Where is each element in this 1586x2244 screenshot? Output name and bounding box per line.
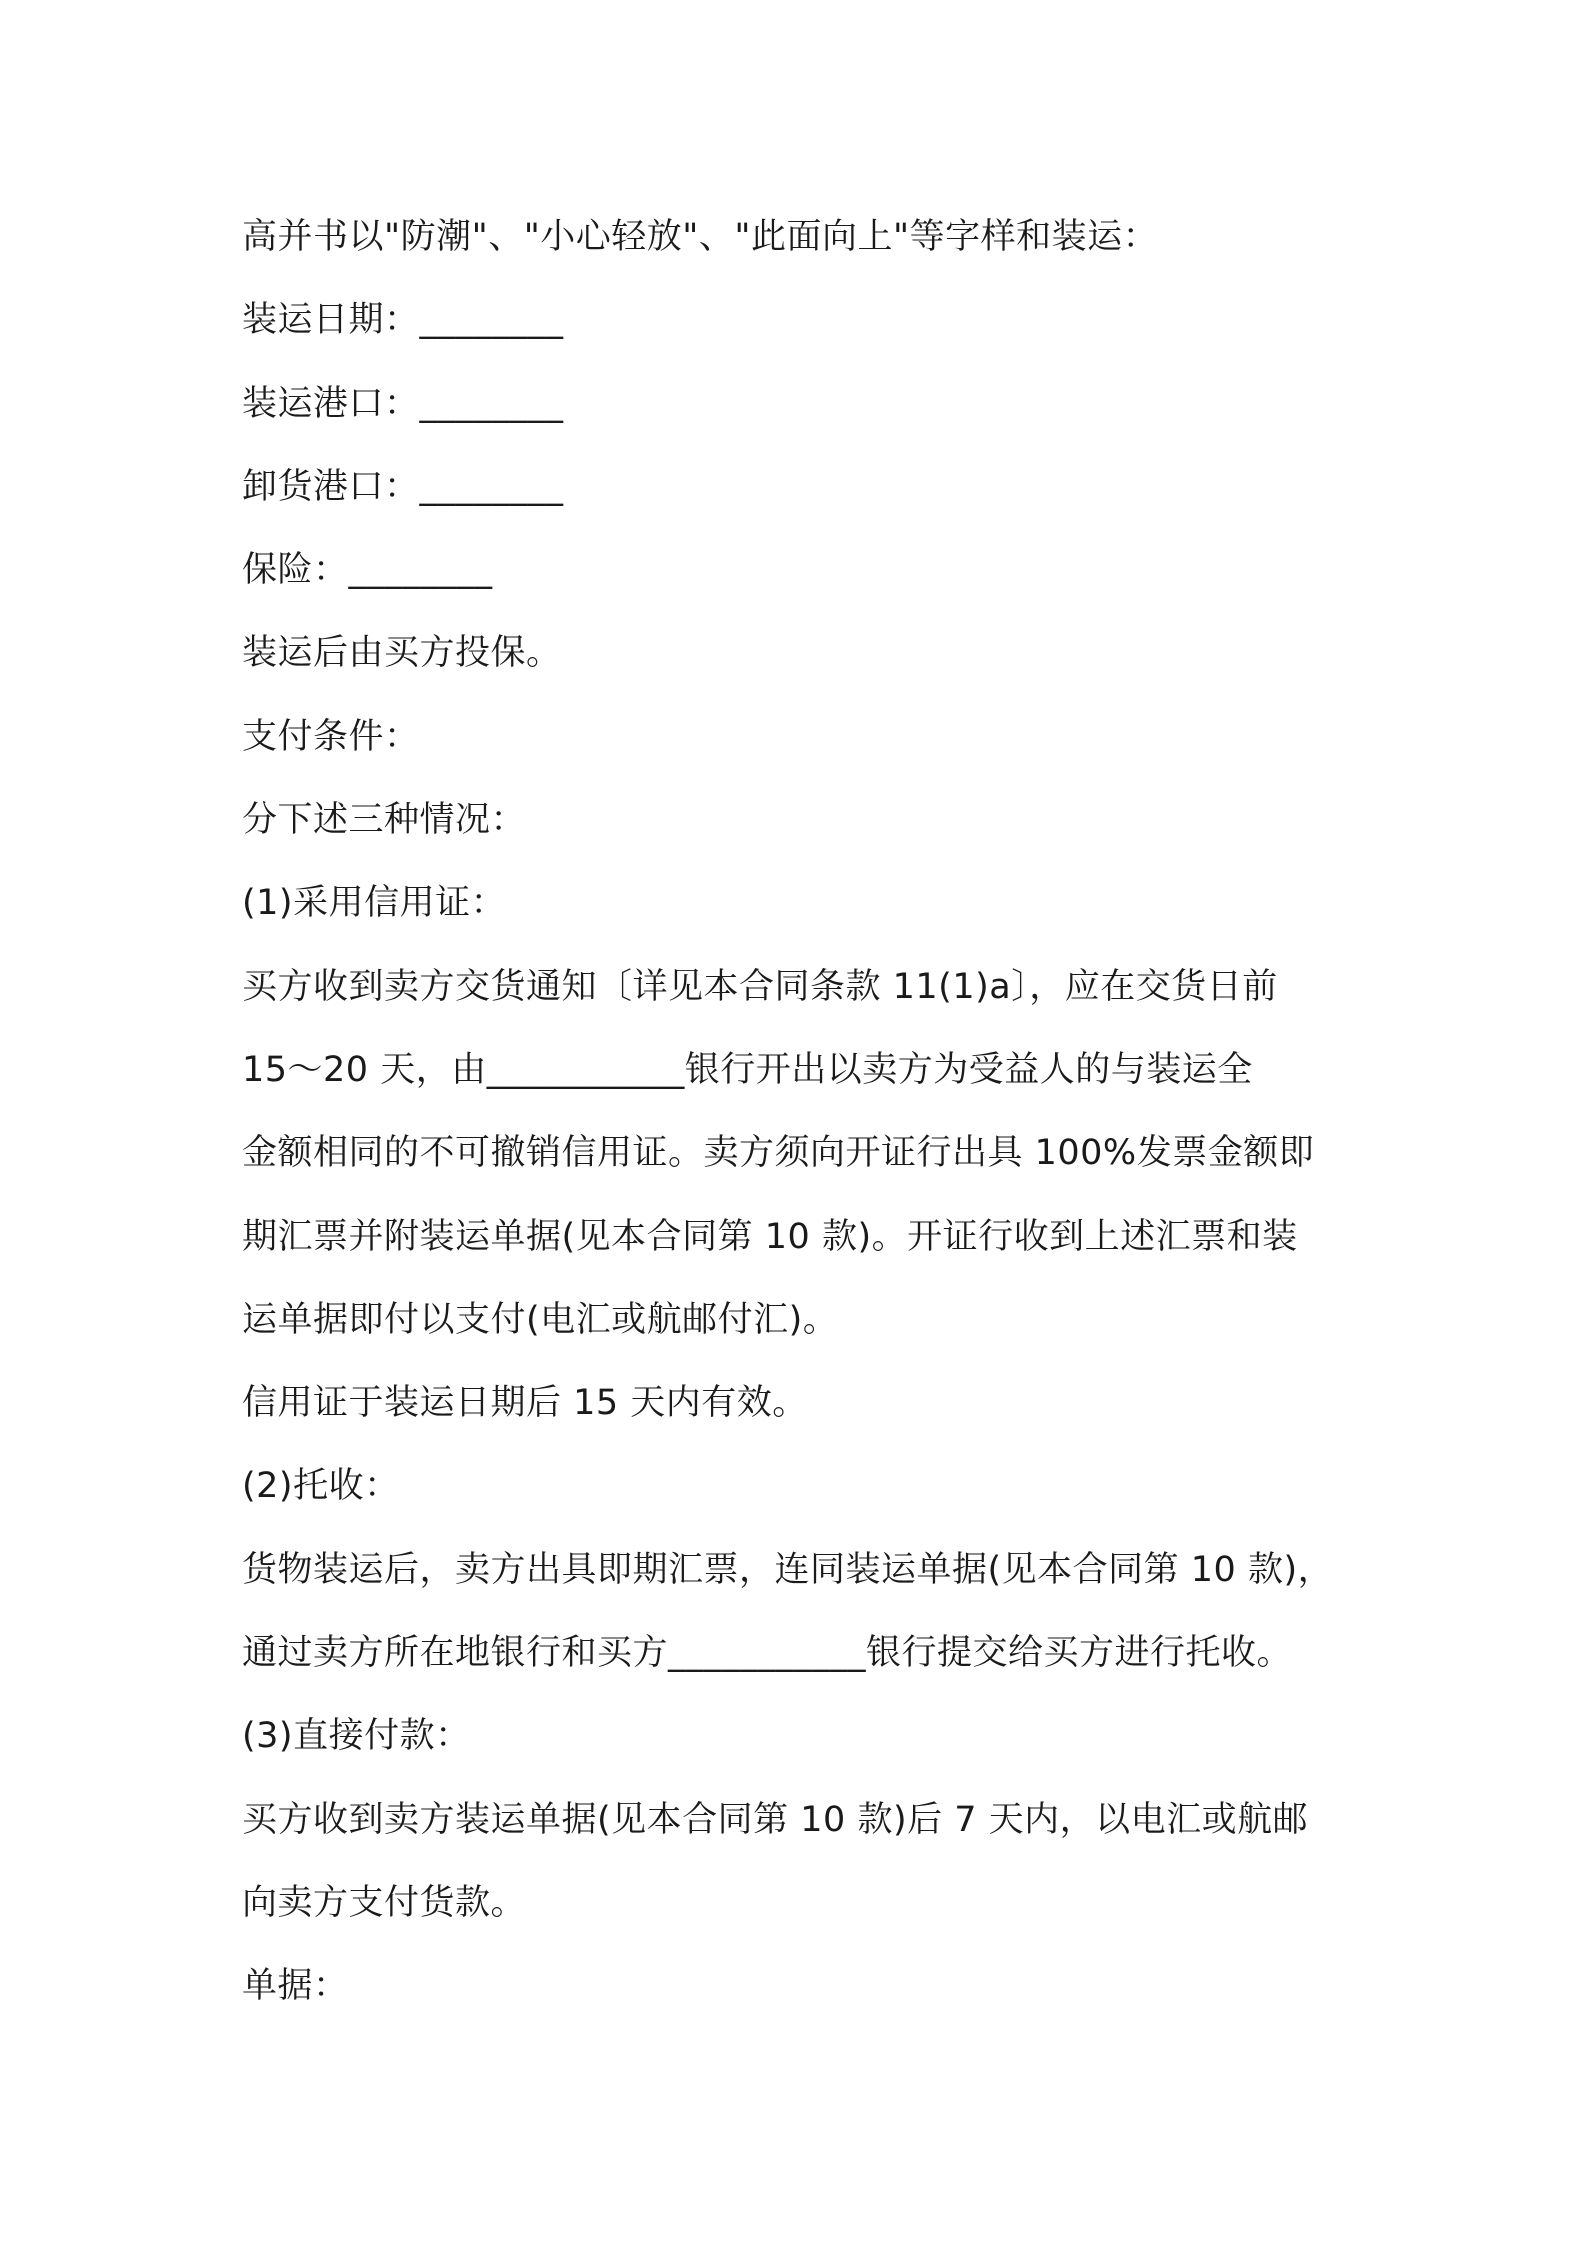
text-line-port-of-loading: 装运港口：________ <box>242 383 564 424</box>
text-line-shipment-date: 装运日期：________ <box>242 300 564 341</box>
text-line-collection-heading: (2)托收： <box>242 1466 400 1507</box>
text-line-lc-validity: 信用证于装运日期后 15 天内有效。 <box>242 1383 808 1424</box>
text-line-paragraph: 货物装运后，卖方出具即期汇票，连同装运单据(见本合同第 10 款)， <box>242 1549 1334 1590</box>
document-body <box>242 196 1362 2029</box>
text-line-insurance: 保险：________ <box>242 550 493 591</box>
text-line-paragraph: 向卖方支付货款。 <box>242 1882 527 1923</box>
text-line-direct-payment-heading: (3)直接付款： <box>242 1716 471 1757</box>
text-line-letter-of-credit-heading: (1)采用信用证： <box>242 883 507 924</box>
text-line-paragraph: 买方收到卖方装运单据(见本合同第 10 款)后 7 天内，以电汇或航邮 <box>242 1799 1309 1840</box>
text-line-paragraph: 期汇票并附装运单据(见本合同第 10 款)。开证行收到上述汇票和装 <box>242 1216 1298 1257</box>
text-line-paragraph: 买方收到卖方交货通知〔详见本合同条款 11(1)a〕，应在交货日前 <box>242 966 1278 1007</box>
text-line-marking-instructions: 高并书以"防潮"、"小心轻放"、"此面向上"等字样和装运： <box>242 217 1159 257</box>
text-line-paragraph: 通过卖方所在地银行和买方___________银行提交给买方进行托收。 <box>242 1633 1293 1674</box>
text-line-paragraph: 15～20 天，由___________银行开出以卖方为受益人的与装运全 <box>242 1049 1253 1090</box>
text-line-paragraph: 运单据即付以支付(电汇或航邮付汇)。 <box>242 1299 839 1340</box>
text-line-payment-terms: 支付条件： <box>242 716 420 757</box>
text-line-documents-heading: 单据： <box>242 1966 349 2007</box>
text-line-paragraph: 金额相同的不可撤销信用证。卖方须向开证行出具 100%发票金额即 <box>242 1133 1315 1174</box>
text-line-port-of-discharge: 卸货港口：________ <box>242 466 564 507</box>
text-line-payment-cases: 分下述三种情况： <box>242 800 527 841</box>
text-line-insurance-note: 装运后由买方投保。 <box>242 633 562 674</box>
